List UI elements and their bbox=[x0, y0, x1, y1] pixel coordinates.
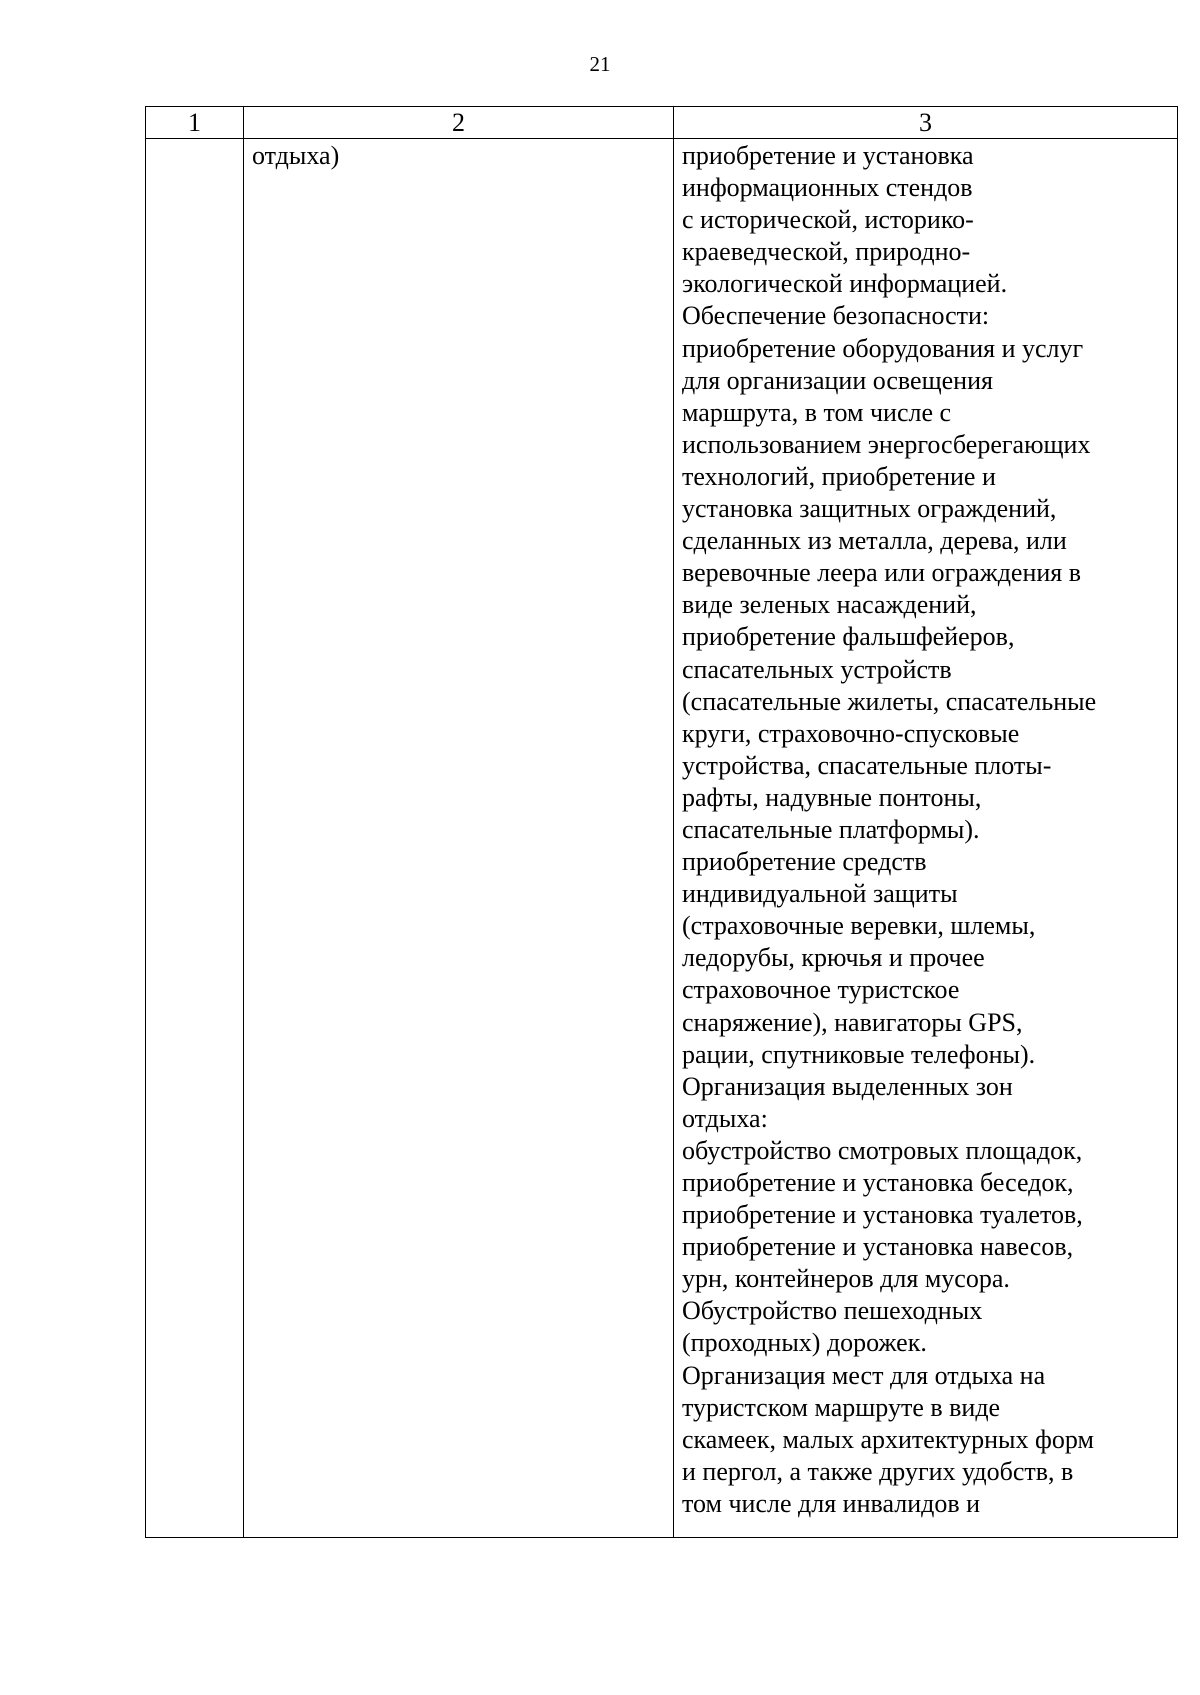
text-line: приобретение фальшфейеров, bbox=[682, 622, 1015, 652]
text-line: Обустройство пешеходных bbox=[682, 1296, 983, 1326]
text-line: рафты, надувные понтоны, bbox=[682, 782, 982, 812]
text-line: с исторической, историко- bbox=[682, 205, 974, 235]
text-line: (проходных) дорожек. bbox=[682, 1328, 927, 1358]
text-line: Обеспечение безопасности: bbox=[682, 301, 990, 331]
text-line: отдыха: bbox=[682, 1103, 768, 1133]
text-line: Организация выделенных зон bbox=[682, 1071, 1013, 1101]
text-line: обустройство смотровых площадок, bbox=[682, 1135, 1083, 1165]
text-line: маршрута, в том числе с bbox=[682, 397, 952, 427]
header-col-3: 3 bbox=[674, 107, 1178, 139]
text-line: туристском маршруте в виде bbox=[682, 1392, 1001, 1422]
cell-col-2-text: отдыха) bbox=[252, 141, 340, 170]
text-line: виде зеленых насаждений, bbox=[682, 590, 977, 620]
text-line: устройства, спасательные плоты- bbox=[682, 750, 1052, 780]
cell-col-3-text bbox=[674, 139, 1177, 1520]
text-line: информационных стендов bbox=[682, 173, 973, 203]
text-line: приобретение средств bbox=[682, 847, 927, 877]
text-line: спасательные платформы). bbox=[682, 814, 980, 844]
text-line: снаряжение), навигаторы GPS, bbox=[682, 1007, 1023, 1037]
text-line: веревочные леера или ограждения в bbox=[682, 558, 1082, 588]
text-line: урн, контейнеров для мусора. bbox=[682, 1264, 1010, 1294]
table-row bbox=[146, 139, 1178, 1538]
text-line: приобретение оборудования и услуг bbox=[682, 333, 1084, 363]
text-line: и пергол, а также других удобств, в bbox=[682, 1456, 1074, 1486]
text-line: установка защитных ограждений, bbox=[682, 494, 1057, 524]
text-line: (страховочные веревки, шлемы, bbox=[682, 911, 1036, 941]
text-line: круги, страховочно-спусковые bbox=[682, 718, 1020, 748]
table-header-row bbox=[146, 107, 1178, 139]
text-line: экологической информацией. bbox=[682, 269, 1008, 299]
text-line: для организации освещения bbox=[682, 365, 993, 395]
text-line: спасательных устройств bbox=[682, 654, 952, 684]
cell-col-2 bbox=[244, 139, 674, 1538]
header-col-1: 1 bbox=[146, 107, 244, 139]
text-line: сделанных из металла, дерева, или bbox=[682, 526, 1067, 556]
document-table bbox=[145, 106, 1178, 1538]
text-line: Организация мест для отдыха на bbox=[682, 1360, 1046, 1390]
text-line: том числе для инвалидов и bbox=[682, 1488, 981, 1518]
text-line: приобретение и установка навесов, bbox=[682, 1232, 1074, 1262]
text-line: индивидуальной защиты bbox=[682, 879, 958, 909]
cell-col-1 bbox=[146, 139, 244, 1538]
text-line: скамеек, малых архитектурных форм bbox=[682, 1424, 1094, 1454]
text-line: приобретение и установка bbox=[682, 141, 974, 170]
cell-col-3 bbox=[674, 139, 1178, 1538]
text-line: рации, спутниковые телефоны). bbox=[682, 1039, 1036, 1069]
text-line: использованием энергосберегающих bbox=[682, 429, 1091, 459]
text-line: (спасательные жилеты, спасательные bbox=[682, 686, 1097, 716]
text-line: приобретение и установка беседок, bbox=[682, 1168, 1074, 1197]
page-number: 21 bbox=[589, 52, 611, 76]
text-line: страховочное туристское bbox=[682, 975, 960, 1005]
text-line: технологий, приобретение и bbox=[682, 461, 996, 491]
text-line: краеведческой, природно- bbox=[682, 237, 971, 267]
header-col-2: 2 bbox=[244, 107, 674, 139]
text-line: ледорубы, крючья и прочее bbox=[682, 943, 985, 973]
text-line: приобретение и установка туалетов, bbox=[682, 1200, 1083, 1230]
